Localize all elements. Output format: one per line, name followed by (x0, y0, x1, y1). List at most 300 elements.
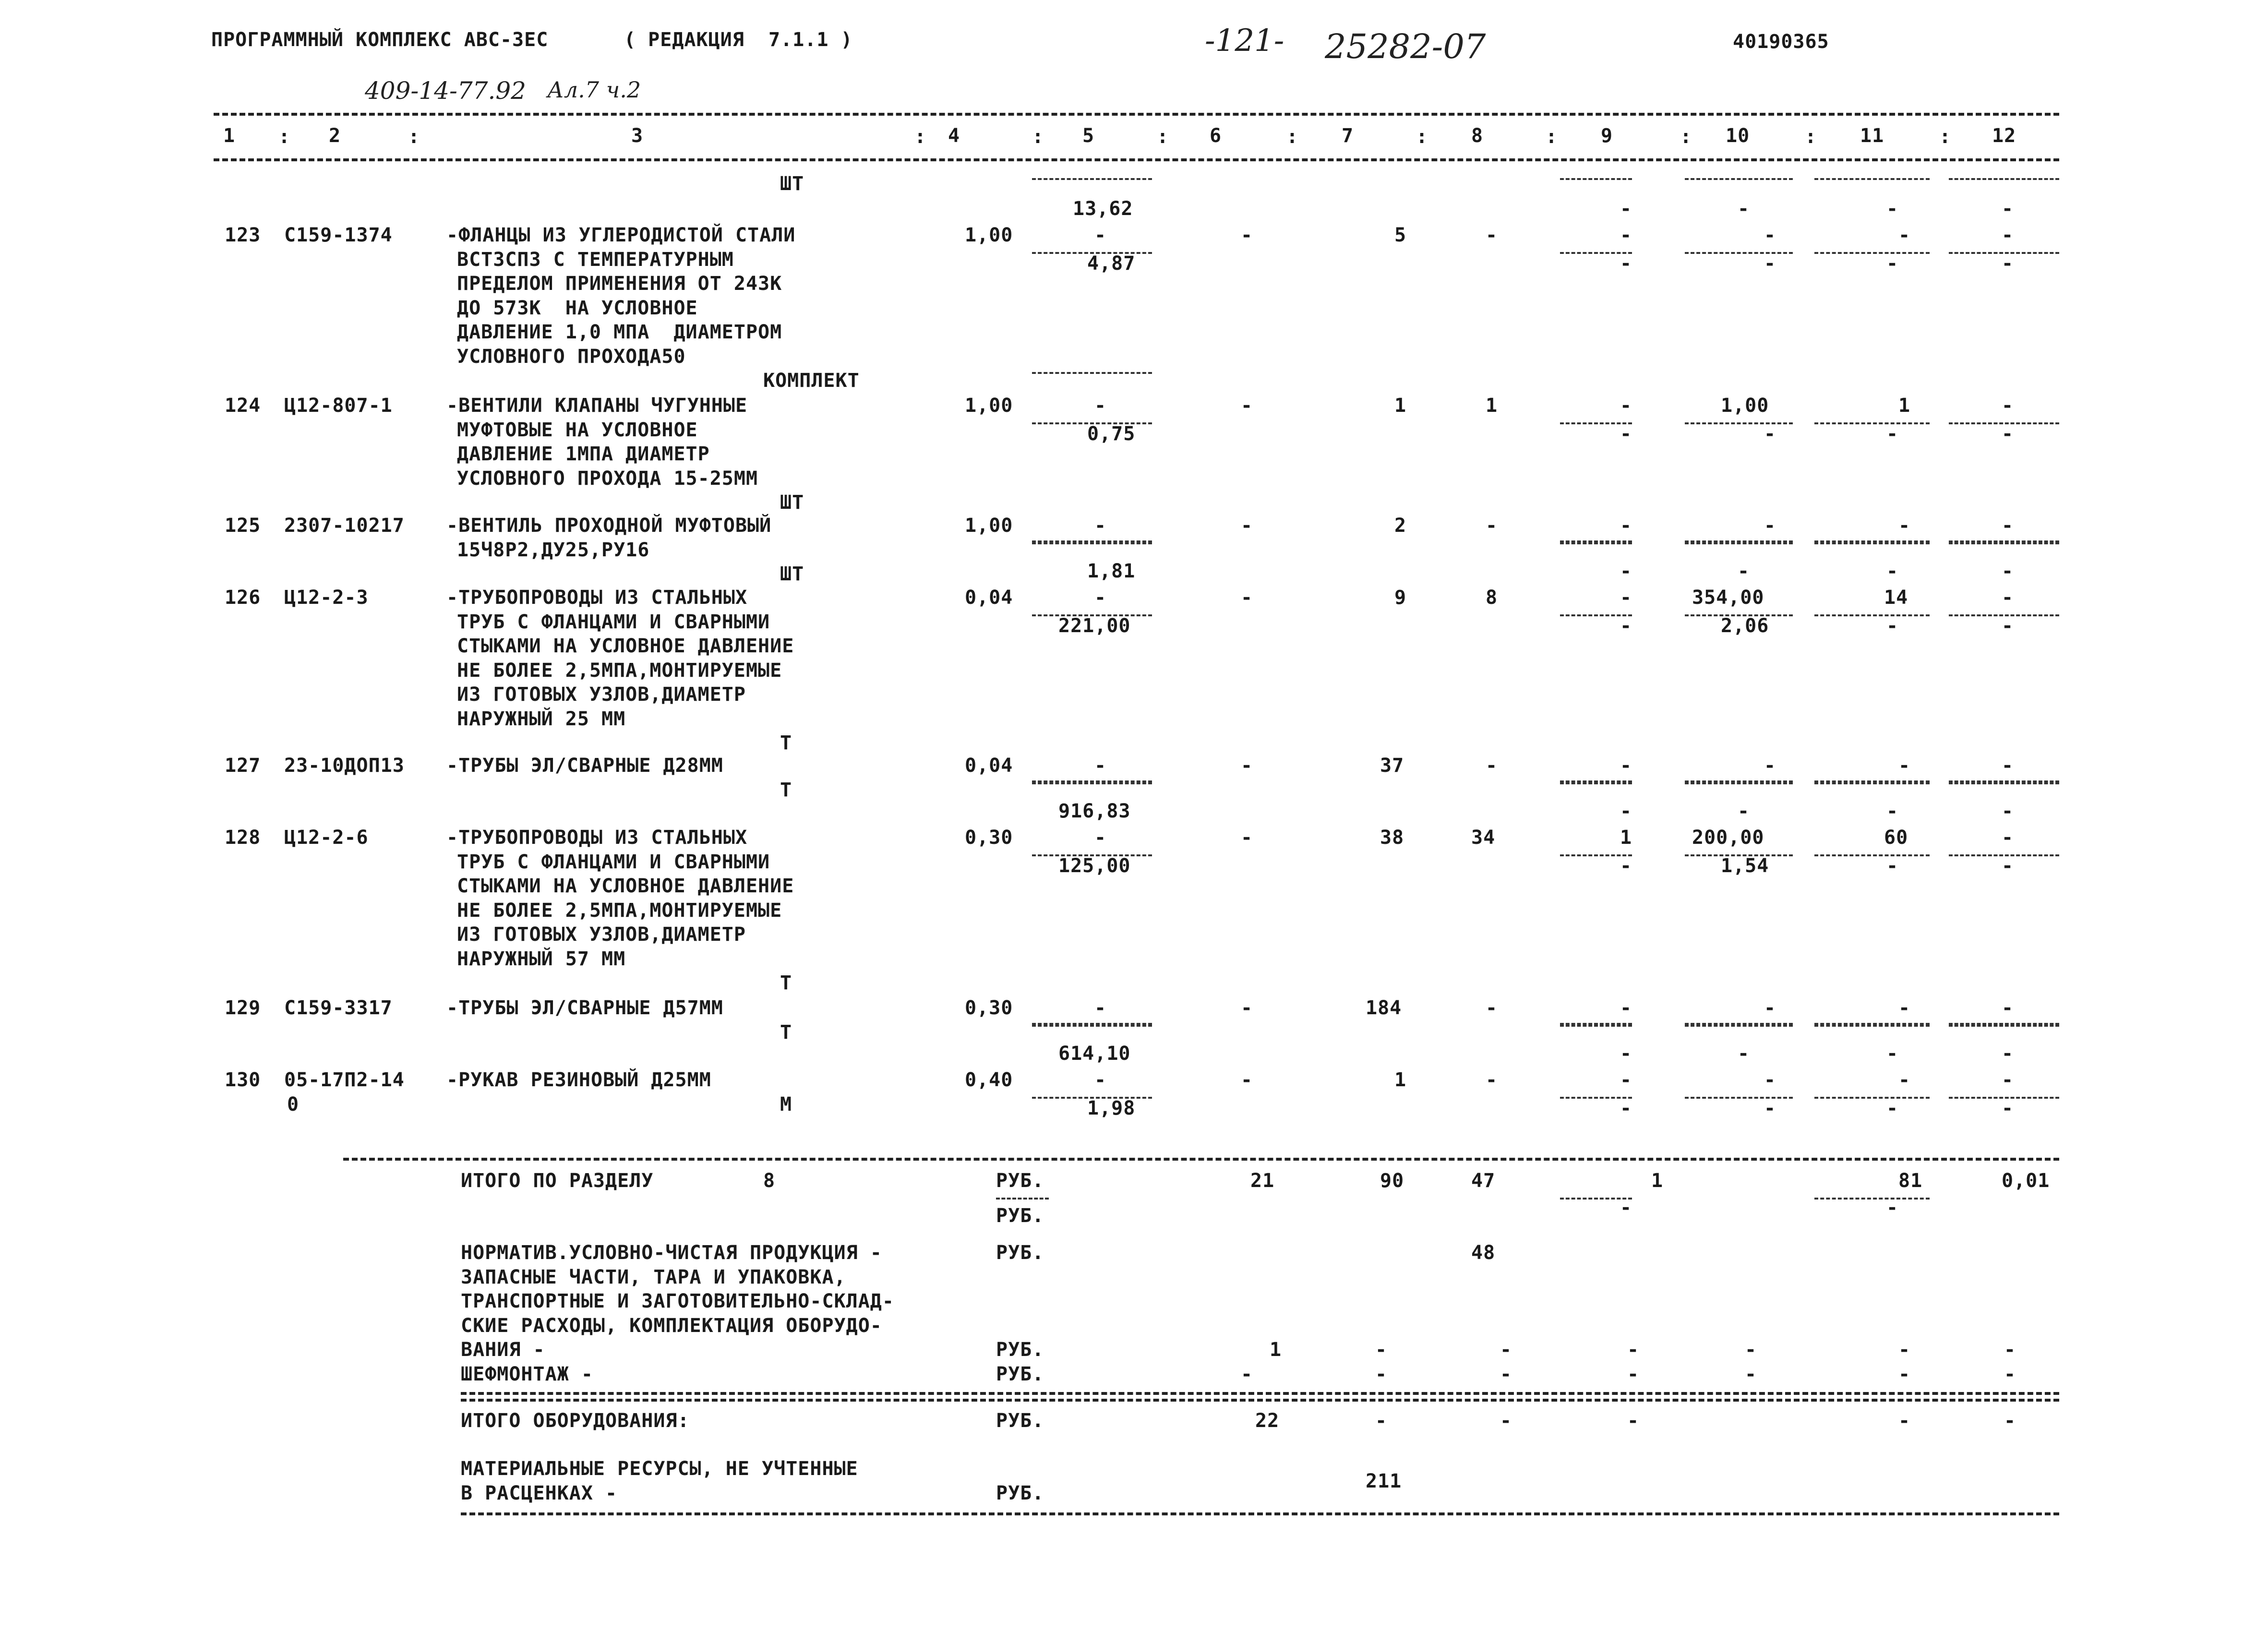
equipment-total-dash: - (1898, 1410, 1911, 1432)
equipment-dash: - (1375, 1339, 1388, 1361)
sub-rule-c11 (1814, 1025, 1930, 1027)
row-quantity: 1,00 (965, 515, 1013, 537)
row-description-line: -ТРУБОПРОВОДЫ ИЗ СТАЛЬНЫХ (446, 827, 748, 849)
row-c5: - (1094, 395, 1107, 417)
row-c9: - (1620, 755, 1632, 777)
row-unit: Т (780, 972, 792, 994)
section-number: 8 (763, 1170, 776, 1192)
section-total-c12: 0,01 (2002, 1170, 2050, 1192)
row-c5-top: 614,10 (1058, 1043, 1131, 1065)
row-description-line: МУФТОВЫЕ НА УСЛОВНОЕ (457, 419, 698, 441)
sub-rule-c12 (1949, 780, 2059, 782)
row-c12-bottom: - (2002, 614, 2014, 637)
row-code-continued: 0 (287, 1093, 300, 1116)
column-separator: : (278, 126, 291, 148)
row-c12-top: - (2002, 198, 2014, 220)
column-number-6: 6 (1210, 125, 1222, 147)
row-code: 2307-10217 (284, 515, 405, 537)
equipment-rule-bottom (461, 1399, 2059, 1402)
shefmontazh-dash: - (1627, 1363, 1640, 1385)
row-quantity: 0,04 (965, 755, 1013, 777)
row-c5-bottom: 0,75 (1087, 422, 1136, 445)
row-c10: - (1764, 515, 1776, 537)
row-c5-bottom: 4,87 (1087, 252, 1136, 275)
row-c9-top: - (1620, 198, 1632, 220)
row-c11: 14 (1884, 587, 1908, 609)
row-c5: - (1094, 587, 1107, 609)
row-c12: - (2002, 224, 2014, 246)
shefmontazh-dash: - (1375, 1363, 1388, 1385)
row-c7: 1 (1394, 1069, 1407, 1091)
normative-unit: РУБ. (996, 1242, 1044, 1264)
row-description-line: ДАВЛЕНИЕ 1,0 МПА ДИАМЕТРОМ (457, 321, 782, 343)
column-number-7: 7 (1342, 125, 1354, 147)
column-separator: : (1416, 126, 1428, 148)
row-number: 124 (225, 395, 261, 417)
normative-line: ТРАНСПОРТНЫЕ И ЗАГОТОВИТЕЛЬНО-СКЛАД- (461, 1290, 894, 1312)
column-number-10: 10 (1726, 125, 1750, 147)
row-c5-top: 916,83 (1058, 800, 1131, 822)
row-description-line: -РУКАВ РЕЗИНОВЫЙ Д25ММ (446, 1069, 711, 1091)
sub-rule-c12 (1949, 178, 2059, 180)
column-separator: : (1032, 126, 1044, 148)
sub-rule-c5 (1032, 780, 1152, 782)
row-c6: - (1241, 1069, 1253, 1091)
row-c6: - (1241, 827, 1253, 849)
row-c9: - (1620, 587, 1632, 609)
sub-rule (1814, 1198, 1930, 1200)
row-c12-top: - (2002, 560, 2014, 582)
unit-label: ШТ (780, 173, 804, 195)
section-total-unit-2: РУБ. (996, 1204, 1044, 1227)
sub-rule-c11 (1814, 1097, 1930, 1099)
row-number: 128 (225, 827, 261, 849)
row-c10: 354,00 (1692, 587, 1764, 609)
row-c12: - (2002, 395, 2014, 417)
row-c10: - (1764, 224, 1776, 246)
row-c12: - (2002, 515, 2014, 537)
sub-rule (1032, 372, 1152, 374)
row-c6: - (1241, 515, 1253, 537)
shefmontazh-label: ШЕФМОНТАЖ - (461, 1363, 593, 1385)
sub-rule-c11 (1814, 542, 1930, 544)
section-total-c11: 81 (1898, 1170, 1923, 1192)
sub-rule-c5 (1032, 782, 1152, 784)
sub-rule-c11 (1814, 780, 1930, 782)
sub-rule-c11 (1814, 782, 1930, 784)
row-c5: - (1094, 224, 1107, 246)
column-separator: : (408, 126, 420, 148)
row-c11: - (1898, 755, 1911, 777)
sub-rule-c11 (1814, 178, 1930, 180)
materials-line: МАТЕРИАЛЬНЫЕ РЕСУРСЫ, НЕ УЧТЕННЫЕ (461, 1458, 858, 1480)
row-code: 05-17П2-14 (284, 1069, 405, 1091)
sub-rule-c5 (1032, 1023, 1152, 1025)
row-code: Ц12-2-3 (284, 587, 369, 609)
column-separator: : (1939, 126, 1952, 148)
shefmontazh-dash: - (2004, 1363, 2016, 1385)
row-description-line: ПРЕДЕЛОМ ПРИМЕНЕНИЯ ОТ 243К (457, 273, 782, 295)
sub-rule-c10 (1685, 1097, 1793, 1099)
row-c11-bottom: - (1886, 422, 1899, 445)
row-c10-top: - (1738, 198, 1750, 220)
row-quantity: 0,04 (965, 587, 1013, 609)
row-c6: - (1241, 587, 1253, 609)
row-c9: - (1620, 1069, 1632, 1091)
sub-rule-c10 (1685, 780, 1793, 782)
sub-rule-c12 (1949, 1025, 2059, 1027)
equipment-unit: РУБ. (996, 1339, 1044, 1361)
row-c8: - (1486, 1069, 1498, 1091)
row-unit: КОМПЛЕКТ (763, 370, 860, 392)
row-quantity: 0,30 (965, 827, 1013, 849)
shefmontazh-dash: - (1241, 1363, 1253, 1385)
column-number-3: 3 (631, 125, 644, 147)
row-code: 23-10ДОП13 (284, 755, 405, 777)
row-c9: - (1620, 224, 1632, 246)
row-c11: - (1898, 997, 1911, 1019)
row-c11-bottom: - (1886, 854, 1899, 877)
row-description-line: СТЫКАМИ НА УСЛОВНОЕ ДАВЛЕНИЕ (457, 875, 794, 897)
sub-rule-c10 (1685, 1023, 1793, 1025)
sub-rule-c9 (1560, 782, 1632, 784)
row-c8: - (1486, 997, 1498, 1019)
row-c9: 1 (1620, 827, 1632, 849)
row-c12: - (2002, 587, 2014, 609)
section-total-c8: 47 (1471, 1170, 1496, 1192)
row-description-line: ТРУБ С ФЛАНЦАМИ И СВАРНЫМИ (457, 851, 770, 873)
header-rule-top (214, 113, 2059, 116)
sub-rule-c9 (1560, 1023, 1632, 1025)
sub-rule-c10 (1685, 782, 1793, 784)
row-description-line: ВСТ3СП3 С ТЕМПЕРАТУРНЫМ (457, 248, 734, 271)
row-c9-top: - (1620, 560, 1632, 582)
row-c12-bottom: - (2002, 422, 2014, 445)
row-c12-bottom: - (2002, 1097, 2014, 1119)
sub-rule-c10 (1685, 542, 1793, 544)
equipment-total-dash: - (1500, 1410, 1512, 1432)
row-quantity: 0,40 (965, 1069, 1013, 1091)
column-separator: : (1286, 126, 1299, 148)
row-description-line: УСЛОВНОГО ПРОХОДА 15-25ММ (457, 467, 758, 490)
normative-line: НОРМАТИВ.УСЛОВНО-ЧИСТАЯ ПРОДУКЦИЯ - (461, 1242, 882, 1264)
sub-rule-c11 (1814, 854, 1930, 856)
row-c9-top: - (1620, 1043, 1632, 1065)
row-description-line: -ТРУБЫ ЭЛ/СВАРНЫЕ Д28ММ (446, 755, 723, 777)
row-c10: - (1764, 755, 1776, 777)
row-c10-top: - (1738, 1043, 1750, 1065)
equipment-total-c6: 22 (1255, 1410, 1280, 1432)
row-c9: - (1620, 515, 1632, 537)
row-description-line: НЕ БОЛЕЕ 2,5МПА,МОНТИРУЕМЫЕ (457, 899, 782, 922)
row-c10-bottom: 2,06 (1721, 614, 1769, 637)
column-separator: : (914, 126, 927, 148)
row-c10-top: - (1738, 560, 1750, 582)
row-c8: - (1486, 755, 1498, 777)
sub-rule-c10 (1685, 422, 1793, 424)
column-number-12: 12 (1992, 125, 2016, 147)
row-unit: М (780, 1093, 792, 1116)
sub-rule-c9 (1560, 1025, 1632, 1027)
equipment-dash: - (1500, 1339, 1512, 1361)
materials-line: В РАСЦЕНКАХ - (461, 1482, 618, 1504)
row-c11-bottom: - (1886, 252, 1899, 275)
row-description-line: -ТРУБОПРОВОДЫ ИЗ СТАЛЬНЫХ (446, 587, 748, 609)
row-c11-top: - (1886, 560, 1899, 582)
sub-rule-c5 (1032, 542, 1152, 544)
equipment-total-dash: - (2004, 1410, 2016, 1432)
project-ref: 409-14-77.92 (365, 77, 526, 105)
row-c10-bottom: 1,54 (1721, 854, 1769, 877)
section-total-c11-bottom: - (1886, 1196, 1899, 1219)
row-c7: 5 (1394, 224, 1407, 246)
row-quantity: 1,00 (965, 224, 1013, 246)
normative-line: СКИЕ РАСХОДЫ, КОМПЛЕКТАЦИЯ ОБОРУДО- (461, 1314, 882, 1337)
sub-rule-c9 (1560, 178, 1632, 180)
column-separator: : (1805, 126, 1817, 148)
row-description-line: -ФЛАНЦЫ ИЗ УГЛЕРОДИСТОЙ СТАЛИ (446, 224, 796, 246)
equipment-dash: - (1745, 1339, 1757, 1361)
shefmontazh-unit: РУБ. (996, 1363, 1044, 1385)
equipment-total-unit: РУБ. (996, 1410, 1044, 1432)
row-c11-bottom: - (1886, 614, 1899, 637)
column-number-1: 1 (223, 125, 236, 147)
row-unit: Т (780, 732, 792, 754)
page-number: -121- (1205, 23, 1284, 59)
row-code: Ц12-2-6 (284, 827, 369, 849)
row-c9-top: - (1620, 800, 1632, 822)
album-ref: Ал.7 ч.2 (547, 77, 641, 103)
row-c8: 8 (1486, 587, 1498, 609)
row-c9: - (1620, 997, 1632, 1019)
row-c11: - (1898, 224, 1911, 246)
section-total-c7: 90 (1380, 1170, 1404, 1192)
row-c6: - (1241, 395, 1253, 417)
row-number: 127 (225, 755, 261, 777)
materials-unit: РУБ. (996, 1482, 1044, 1504)
doc-code: 25282-07 (1325, 27, 1486, 66)
sub-rule-c10 (1685, 540, 1793, 542)
section-total-unit: РУБ. (996, 1170, 1044, 1192)
row-c5: - (1094, 1069, 1107, 1091)
row-number: 130 (225, 1069, 261, 1091)
row-c5-bottom: 221,00 (1058, 614, 1131, 637)
row-code: С159-3317 (284, 997, 393, 1019)
equipment-total-dash: - (1627, 1410, 1640, 1432)
row-c12-bottom: - (2002, 252, 2014, 275)
equipment-dash: - (1627, 1339, 1640, 1361)
section-total-c6: 21 (1250, 1170, 1275, 1192)
row-c5: - (1094, 515, 1107, 537)
sub-rule-c5 (1032, 1025, 1152, 1027)
row-c11: 60 (1884, 827, 1908, 849)
row-c7: 38 (1380, 827, 1404, 849)
row-c8: - (1486, 515, 1498, 537)
column-number-4: 4 (948, 125, 960, 147)
row-c5: - (1094, 997, 1107, 1019)
section-total-c9: 1 (1651, 1170, 1664, 1192)
equipment-dash: - (2004, 1339, 2016, 1361)
row-description-line: ТРУБ С ФЛАНЦАМИ И СВАРНЫМИ (457, 611, 770, 633)
row-c7: 184 (1366, 997, 1402, 1019)
row-c12: - (2002, 997, 2014, 1019)
row-c5-top: 13,62 (1073, 198, 1133, 220)
row-description-line: -ВЕНТИЛЬ ПРОХОДНОЙ МУФТОВЫЙ (446, 515, 772, 537)
row-c9-bottom: - (1620, 614, 1632, 637)
serial-number: 40190365 (1733, 31, 1829, 53)
row-number: 123 (225, 224, 261, 246)
row-description-line: ДАВЛЕНИЕ 1МПА ДИАМЕТР (457, 443, 710, 465)
row-c6: - (1241, 755, 1253, 777)
row-c5: - (1094, 755, 1107, 777)
sub-rule-c11 (1814, 252, 1930, 254)
row-description-line: НЕ БОЛЕЕ 2,5МПА,МОНТИРУЕМЫЕ (457, 659, 782, 682)
sub-rule (996, 1198, 1049, 1200)
normative-line: ЗАПАСНЫЕ ЧАСТИ, ТАРА И УПАКОВКА, (461, 1266, 846, 1288)
row-c5-bottom: 1,98 (1087, 1097, 1136, 1119)
row-c9-bottom: - (1620, 252, 1632, 275)
shefmontazh-dash: - (1745, 1363, 1757, 1385)
row-c9-bottom: - (1620, 854, 1632, 877)
sub-rule-c12 (1949, 1023, 2059, 1025)
row-description-line: ИЗ ГОТОВЫХ УЗЛОВ,ДИАМЕТР (457, 924, 746, 946)
row-description-line: ИЗ ГОТОВЫХ УЗЛОВ,ДИАМЕТР (457, 684, 746, 706)
sub-rule-c12 (1949, 542, 2059, 544)
row-c8: 34 (1471, 827, 1496, 849)
sub-rule-c11 (1814, 422, 1930, 424)
row-unit: ШТ (780, 563, 804, 585)
row-c10-top: - (1738, 800, 1750, 822)
sub-rule-c12 (1949, 782, 2059, 784)
row-quantity: 1,00 (965, 395, 1013, 417)
sub-rule-c10 (1685, 1025, 1793, 1027)
section-total-label: ИТОГО ПО РАЗДЕЛУ (461, 1170, 654, 1192)
program-title: ПРОГРАММНЫЙ КОМПЛЕКС АВС-3ЕС (211, 29, 549, 51)
row-c10: 1,00 (1721, 395, 1769, 417)
row-description-line: 15Ч8Р2,ДУ25,РУ16 (457, 539, 650, 561)
row-c10: - (1764, 1069, 1776, 1091)
column-number-5: 5 (1082, 125, 1095, 147)
row-c8: - (1486, 224, 1498, 246)
column-separator: : (1546, 126, 1558, 148)
row-description-line: УСЛОВНОГО ПРОХОДА50 (457, 345, 686, 368)
column-separator: : (1157, 126, 1169, 148)
totals-rule (343, 1158, 2059, 1161)
row-unit: Т (780, 1021, 792, 1044)
row-c11-top: - (1886, 1043, 1899, 1065)
row-c6: - (1241, 997, 1253, 1019)
row-c5-bottom: 125,00 (1058, 854, 1131, 877)
row-description-line: НАРУЖНЫЙ 57 ММ (457, 948, 626, 970)
sub-rule-c5 (1032, 540, 1152, 542)
row-c5-top: 1,81 (1087, 560, 1136, 582)
row-c11: - (1898, 1069, 1911, 1091)
row-unit: Т (780, 779, 792, 801)
row-c10-bottom: - (1764, 422, 1776, 445)
sub-rule-c9 (1560, 542, 1632, 544)
shefmontazh-dash: - (1898, 1363, 1911, 1385)
sub-rule-c10 (1685, 252, 1793, 254)
row-c7: 9 (1394, 587, 1407, 609)
row-number: 125 (225, 515, 261, 537)
row-c11: 1 (1898, 395, 1911, 417)
row-c12-top: - (2002, 1043, 2014, 1065)
equipment-rule-top (461, 1392, 2059, 1395)
row-code: С159-1374 (284, 224, 393, 246)
materials-rule (461, 1512, 2059, 1515)
row-c11-bottom: - (1886, 1097, 1899, 1119)
row-c7: 37 (1380, 755, 1404, 777)
row-c12: - (2002, 1069, 2014, 1091)
sub-rule-c9 (1560, 540, 1632, 542)
equipment-total-label: ИТОГО ОБОРУДОВАНИЯ: (461, 1410, 690, 1432)
row-description-line: -ВЕНТИЛИ КЛАПАНЫ ЧУГУННЫЕ (446, 395, 748, 417)
row-description-line: ДО 573К НА УСЛОВНОЕ (457, 297, 698, 319)
row-number: 129 (225, 997, 261, 1019)
row-c9-bottom: - (1620, 1097, 1632, 1119)
row-c11: - (1898, 515, 1911, 537)
materials-c7: 211 (1366, 1470, 1402, 1492)
row-c10-bottom: - (1764, 1097, 1776, 1119)
sub-rule-c11 (1814, 1023, 1930, 1025)
equipment-total-dash: - (1375, 1410, 1388, 1432)
row-c9-bottom: - (1620, 422, 1632, 445)
sub-rule-c11 (1814, 614, 1930, 616)
edition-label: ( РЕДАКЦИЯ 7.1.1 ) (624, 29, 853, 51)
row-description-line: -ТРУБЫ ЭЛ/СВАРНЫЕ Д57ММ (446, 997, 723, 1019)
row-unit: ШТ (780, 492, 804, 514)
row-c7: 2 (1394, 515, 1407, 537)
normative-line: ВАНИЯ - (461, 1339, 545, 1361)
equipment-c6: 1 (1270, 1339, 1282, 1361)
row-c12: - (2002, 827, 2014, 849)
column-number-2: 2 (329, 125, 341, 147)
row-c12: - (2002, 755, 2014, 777)
sub-rule-c5 (1032, 178, 1152, 180)
row-c10-bottom: - (1764, 252, 1776, 275)
shefmontazh-dash: - (1500, 1363, 1512, 1385)
row-c5: - (1094, 827, 1107, 849)
row-code: Ц12-807-1 (284, 395, 393, 417)
row-c9: - (1620, 395, 1632, 417)
sub-rule-c10 (1685, 178, 1793, 180)
row-number: 126 (225, 587, 261, 609)
row-c11-top: - (1886, 800, 1899, 822)
row-c7: 1 (1394, 395, 1407, 417)
row-c12-bottom: - (2002, 854, 2014, 877)
equipment-dash: - (1898, 1339, 1911, 1361)
row-c6: - (1241, 224, 1253, 246)
row-quantity: 0,30 (965, 997, 1013, 1019)
header-rule-bottom (214, 158, 2059, 161)
sub-rule-c12 (1949, 540, 2059, 542)
column-number-9: 9 (1601, 125, 1613, 147)
row-c12-top: - (2002, 800, 2014, 822)
section-total-c9-bottom: - (1620, 1196, 1632, 1219)
row-c10: - (1764, 997, 1776, 1019)
column-separator: : (1680, 126, 1692, 148)
column-number-11: 11 (1860, 125, 1884, 147)
row-c8: 1 (1486, 395, 1498, 417)
sub-rule-c9 (1560, 780, 1632, 782)
sub-rule-c11 (1814, 540, 1930, 542)
row-c10: 200,00 (1692, 827, 1764, 849)
column-number-8: 8 (1471, 125, 1484, 147)
row-description-line: НАРУЖНЫЙ 25 ММ (457, 708, 626, 730)
normative-c8: 48 (1471, 1242, 1496, 1264)
row-c11-top: - (1886, 198, 1899, 220)
row-description-line: СТЫКАМИ НА УСЛОВНОЕ ДАВЛЕНИЕ (457, 635, 794, 657)
